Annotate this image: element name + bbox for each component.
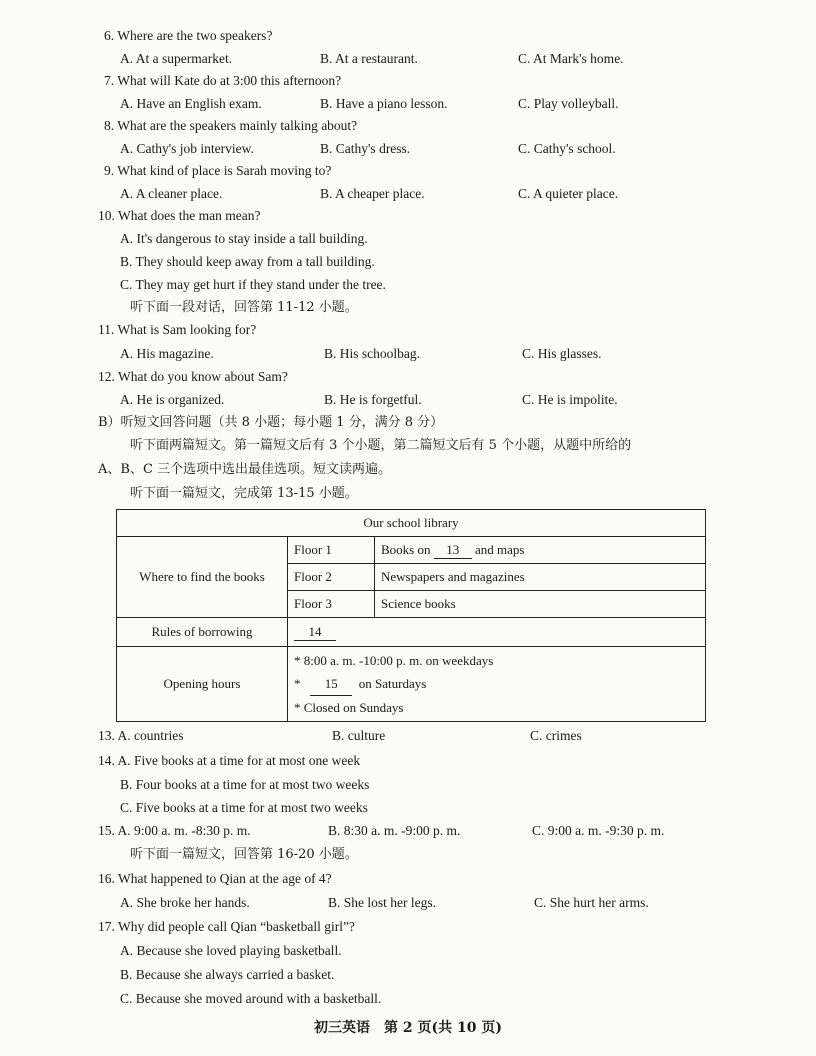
question-13: 13. A. countries: [98, 728, 184, 743]
where-label: Where to find the books: [117, 537, 288, 618]
question-17: 17. Why did people call Qian “basketball girl”?: [98, 919, 355, 934]
question-11: 11. What is Sam looking for?: [98, 322, 257, 337]
rules-content: [288, 618, 706, 647]
option-c: C. 9:00 a. m. -9:30 p. m.: [532, 823, 665, 838]
hours-weekdays: * 8:00 a. m. -10:00 p. m. on weekdays: [294, 653, 494, 668]
option-c: C. He is impolite.: [522, 392, 618, 407]
option-c: C. They may get hurt if they stand under the tree.: [120, 277, 386, 292]
floor-label: Floor 3: [288, 591, 375, 618]
question-6: 6. Where are the two speakers?: [104, 28, 273, 43]
option-a: A. He is organized.: [120, 392, 225, 407]
hours-content: [288, 647, 706, 722]
question-14: 14. A. Five books at a time for at most one week: [98, 753, 361, 768]
blank-15: 15: [310, 672, 352, 696]
page-footer: 初三英语 第 2 页(共 10 页): [314, 1020, 502, 1036]
section-b-description: 听下面两篇短文。第一篇短文后有 3 个小题，第二篇短文后有 5 个小题，从题中所给的: [130, 438, 632, 453]
option-a: A. At a supermarket.: [120, 51, 233, 66]
question-7: 7. What will Kate do at 3:00 this afternoon?: [104, 73, 342, 88]
option-c: C. His glasses.: [522, 346, 602, 361]
option-b: B. At a restaurant.: [320, 51, 418, 66]
option-a: A. Have an English exam.: [120, 96, 262, 111]
option-b: B. Because she always carried a basket.: [120, 967, 335, 982]
option-b: B. He is forgetful.: [324, 392, 422, 407]
option-a: A. She broke her hands.: [120, 895, 250, 910]
hours-sundays: * Closed on Sundays: [294, 700, 404, 715]
question-12: 12. What do you know about Sam?: [98, 369, 288, 384]
option-c: C. She hurt her arms.: [534, 895, 649, 910]
option-c: C. Because she moved around with a basketball.: [120, 991, 382, 1006]
question-16: 16. What happened to Qian at the age of 4?: [98, 871, 332, 886]
option-b: B. A cheaper place.: [320, 186, 425, 201]
option-a: A. Because she loved playing basketball.: [120, 943, 342, 958]
option-a: A. It's dangerous to stay inside a tall building.: [120, 231, 368, 246]
instruction-q11-12: 听下面一段对话，回答第 11-12 小题。: [130, 300, 358, 315]
option-c: C. A quieter place.: [518, 186, 619, 201]
hours-label: Opening hours: [117, 647, 288, 722]
option-b: B. She lost her legs.: [328, 895, 436, 910]
option-b: B. 8:30 a. m. -9:00 p. m.: [328, 823, 461, 838]
option-a: A. Cathy's job interview.: [120, 141, 254, 156]
question-8: 8. What are the speakers mainly talking about?: [104, 118, 358, 133]
option-a: A. A cleaner place.: [120, 186, 223, 201]
option-b: B. His schoolbag.: [324, 346, 420, 361]
hours-saturdays: * 15 on Saturdays: [294, 672, 699, 696]
floor-label: Floor 1: [288, 537, 375, 564]
floor-content: Science books: [375, 591, 706, 618]
question-15: 15. A. 9:00 a. m. -8:30 p. m.: [98, 823, 251, 838]
instruction-q16-20: 听下面一篇短文，回答第 16-20 小题。: [130, 847, 358, 862]
option-c: C. Play volleyball.: [518, 96, 619, 111]
option-c: C. Cathy's school.: [518, 141, 616, 156]
option-b: B. They should keep away from a tall building.: [120, 254, 375, 269]
question-9: 9. What kind of place is Sarah moving to?: [104, 163, 332, 178]
floor-content: Books on 13 and maps: [375, 537, 706, 564]
library-table: [116, 509, 706, 722]
question-10: 10. What does the man mean?: [98, 208, 261, 223]
option-c: C. Five books at a time for at most two weeks: [120, 800, 368, 815]
section-b-description-cont: A、B、C 三个选项中选出最佳选项。短文读两遍。: [98, 462, 392, 477]
blank-13: 13: [434, 542, 472, 559]
rules-label: Rules of borrowing: [117, 618, 288, 647]
floor-content: Newspapers and magazines: [375, 564, 706, 591]
option-c: C. At Mark's home.: [518, 51, 624, 66]
instruction-q13-15: 听下面一篇短文，完成第 13-15 小题。: [130, 486, 358, 501]
table-title: Our school library: [117, 510, 706, 537]
blank-14: 14: [294, 624, 336, 641]
option-a: A. His magazine.: [120, 346, 214, 361]
option-c: C. crimes: [530, 728, 582, 743]
option-b: B. Cathy's dress.: [320, 141, 411, 156]
floor-label: Floor 2: [288, 564, 375, 591]
section-b-heading: B）听短文回答问题（共 8 小题；每小题 1 分，满分 8 分）: [98, 415, 444, 430]
option-b: B. Four books at a time for at most two weeks: [120, 777, 370, 792]
option-b: B. Have a piano lesson.: [320, 96, 448, 111]
option-b: B. culture: [332, 728, 386, 743]
